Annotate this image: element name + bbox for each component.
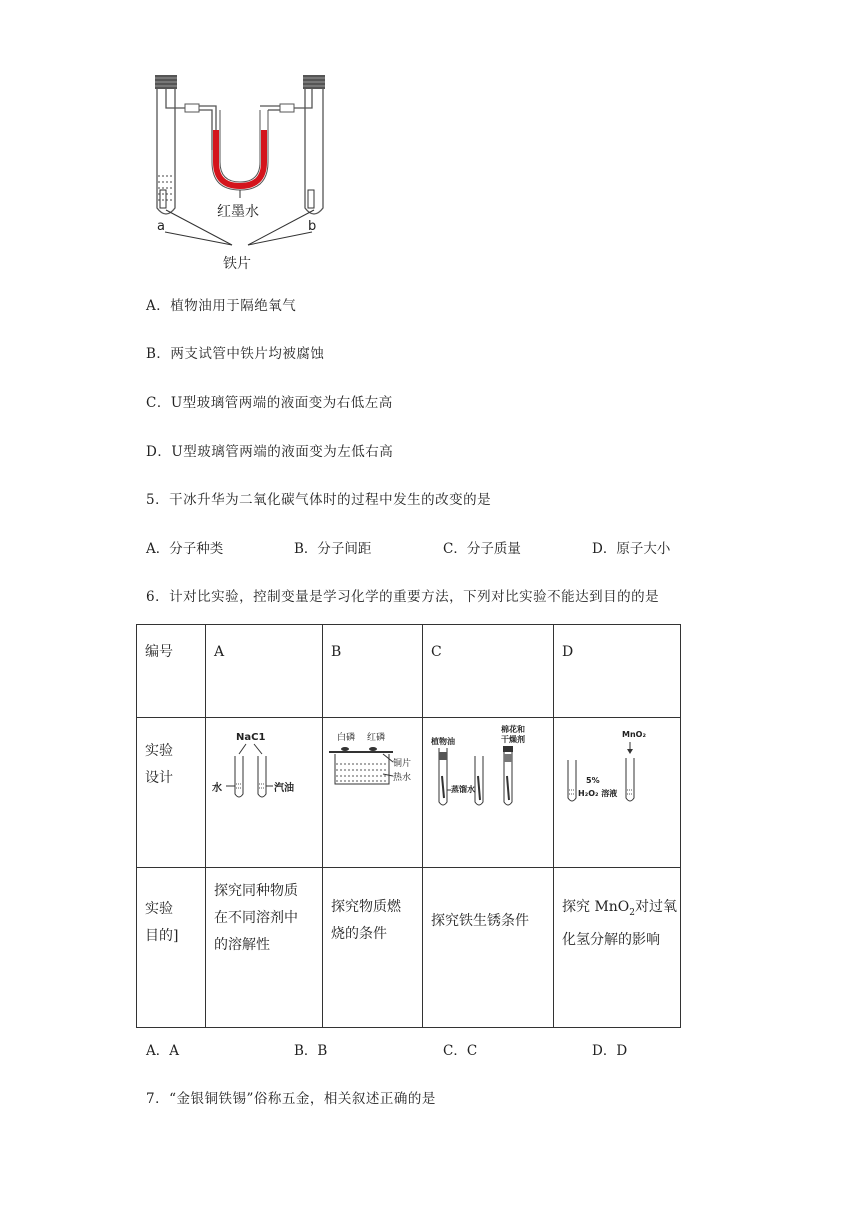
table-row-design xyxy=(137,718,681,868)
col-a-label: A xyxy=(214,644,225,660)
diagram-c-cotton-label-2: 干燥剂 xyxy=(501,735,525,744)
q5-option-c: C．分子质量 xyxy=(443,541,521,557)
diagram-d xyxy=(554,718,680,866)
diagram-c-distilled-water-label: 蒸馏水 xyxy=(451,785,475,794)
q6-option-d: D．D xyxy=(592,1043,628,1059)
u-tube-apparatus-figure xyxy=(140,70,350,280)
table-row-number xyxy=(137,625,681,718)
diagram-c-oil-label: 植物油 xyxy=(431,737,455,746)
diagram-b xyxy=(323,718,422,866)
diagram-d-solution-label: H₂O₂ 溶液 xyxy=(578,789,618,798)
q6-option-c: C．C xyxy=(443,1043,478,1059)
q4-option-c: C．U型玻璃管两端的液面变为右低左高 xyxy=(146,395,393,411)
purpose-a-line2: 在不同溶剂中 xyxy=(214,910,298,926)
purpose-a-line3: 的溶解性 xyxy=(214,937,270,953)
diagram-a-water-label: 水 xyxy=(212,783,222,794)
q6-option-a: A．A xyxy=(146,1043,179,1059)
table-row-purpose xyxy=(137,868,681,1028)
diagram-d-catalyst-label: MnO₂ xyxy=(622,730,646,739)
col-d-label: D xyxy=(562,644,574,660)
diagram-c-cotton-label-1: 棉花和 xyxy=(501,725,525,734)
diagram-a-solute-label: NaC1 xyxy=(236,732,266,743)
purpose-d-subscript: 2 xyxy=(629,907,636,918)
diagram-b-copper-label: 铜片 xyxy=(393,759,412,769)
q6-stem: 6．计对比实验，控制变量是学习化学的重要方法，下列对比实验不能达到目的的是 xyxy=(146,589,660,605)
iron-piece-label: 铁片 xyxy=(223,256,251,272)
q5-option-a: A．分子种类 xyxy=(146,541,224,557)
header-design-line1: 实验 xyxy=(145,743,173,759)
diagram-c-tubes-icon xyxy=(423,718,551,866)
iron-piece-b-icon xyxy=(308,190,314,208)
iron-piece-a-icon xyxy=(160,190,166,208)
diagram-b-white-phosphorus-label: 白磷 xyxy=(337,733,356,743)
q5-stem: 5．干冰升华为二氧化碳气体时的过程中发生的改变的是 xyxy=(146,492,492,508)
tube-b-label: b xyxy=(308,219,317,234)
diagram-d-percent-label: 5% xyxy=(586,776,600,785)
purpose-a-line1: 探究同种物质 xyxy=(214,883,298,899)
q6-option-b: B．B xyxy=(294,1043,328,1059)
red-ink-label: 红墨水 xyxy=(217,204,259,220)
header-purpose-line1: 实验 xyxy=(145,901,173,917)
diagram-a-gasoline-label: 汽油 xyxy=(274,783,294,794)
q7-stem: 7．“金银铜铁锡”俗称五金，相关叙述正确的是 xyxy=(146,1091,436,1107)
diagram-b-red-phosphorus-label: 红磷 xyxy=(367,733,386,743)
purpose-d-line2: 化氢分解的影响 xyxy=(562,931,660,948)
diagram-a-tubes-icon xyxy=(206,718,321,866)
col-c-label: C xyxy=(431,644,442,660)
q5-option-d: D．原子大小 xyxy=(592,541,671,557)
diagram-b-hot-water-label: 热水 xyxy=(393,773,412,783)
experiment-table xyxy=(136,624,681,1028)
purpose-d-line1-pre: 探究 MnO xyxy=(562,899,630,915)
purpose-b-line2: 烧的条件 xyxy=(331,926,387,942)
q4-option-d: D．U型玻璃管两端的液面变为左低右高 xyxy=(146,444,394,460)
apparatus-drawing xyxy=(140,70,350,280)
purpose-d-line1-post: 对过氧 xyxy=(635,899,678,915)
header-purpose-line2: 目的] xyxy=(145,928,179,944)
diagram-b-beaker-icon xyxy=(323,718,421,866)
header-design-line2: 设计 xyxy=(145,770,173,786)
purpose-b-line1: 探究物质燃 xyxy=(331,899,401,915)
q5-option-b: B．分子间距 xyxy=(294,541,372,557)
purpose-c-line1: 探究铁生锈条件 xyxy=(431,913,529,929)
q4-option-b: B．两支试管中铁片均被腐蚀 xyxy=(146,346,325,362)
red-ink-u-tube-icon xyxy=(216,130,264,186)
header-number: 编号 xyxy=(145,644,173,660)
q4-option-a: A．植物油用于隔绝氧气 xyxy=(146,298,297,314)
col-b-label: B xyxy=(331,644,342,660)
diagram-c xyxy=(423,718,553,866)
diagram-a xyxy=(206,718,322,866)
tube-a-label: a xyxy=(157,219,165,234)
